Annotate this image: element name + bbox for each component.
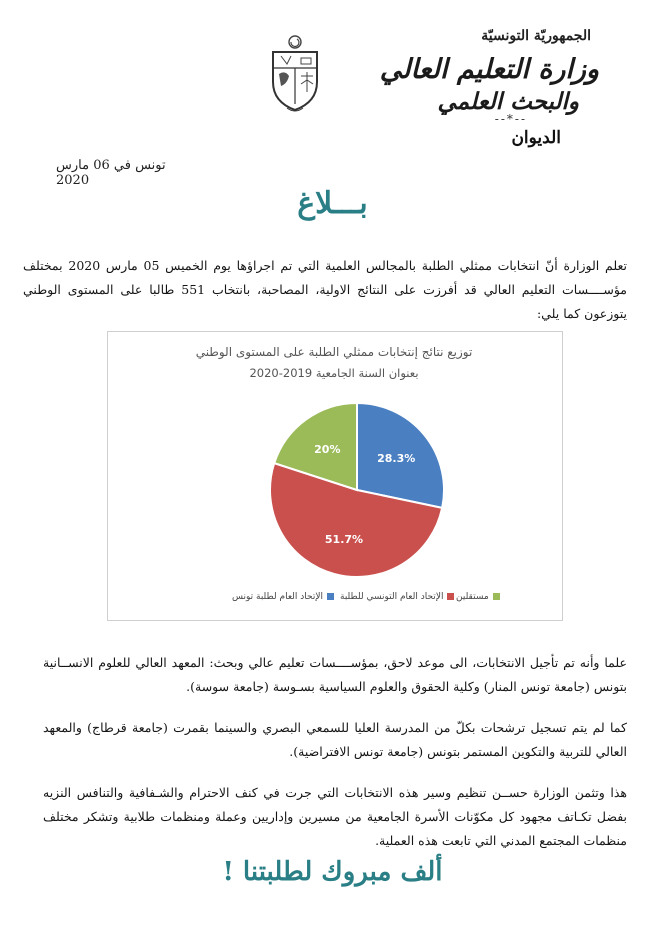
legend-swatch (493, 593, 500, 600)
legend-item-ugtt (232, 592, 334, 602)
pie-chart (262, 395, 452, 585)
legend-swatch (447, 593, 454, 600)
communique-title: بـــلاغ (297, 186, 368, 221)
pie-data-label: 20% (314, 443, 341, 457)
chart-subtitle: بعنوان السنة الجامعية 2019-2020 (249, 366, 419, 380)
legend-label: الإتحاد العام التونسي للطلبة (340, 592, 444, 602)
republic-name: الجمهوريّة التونسيّة (481, 28, 591, 44)
legend-item-ugte (340, 592, 454, 602)
chart-legend (107, 592, 561, 608)
cabinet-label: الديوان (511, 128, 561, 148)
ministry-name-line2: والبحث العلمي (437, 88, 579, 115)
legend-label: الإتحاد العام لطلبة تونس (232, 592, 323, 602)
chart-title: توزيع نتائج إنتخابات ممثلي الطلبة على المستوى الوطني (195, 345, 473, 359)
paragraph-no-candidates: كما لم يتم تسجيل ترشحات بكلّ من المدرسة العليا للسمعي البصري والسينما بقمرت (جامعة قرطاج) والمعهد العالي للتربية والتكوين المستمر بتونس (جامعة تونس الافتراضية). (43, 720, 627, 759)
legend-swatch (327, 593, 334, 600)
intro-paragraph: تعلم الوزارة أنّ انتخابات ممثلي الطلبة بالمجالس العلمية التي تم اجراؤها يوم الخميس 05 مارس 2020 بمختلف مؤســــسات التعليم العالي قد أفرزت على النتائج الاولية، المصاحبة، بانتخاب 551 طالبا على المستوى الوطني يتوزعون كما يلي: (23, 258, 628, 321)
coat-of-arms-icon (267, 34, 323, 114)
pie-data-label: 28.3% (377, 452, 416, 466)
pie-data-label: 51.7% (324, 532, 364, 546)
document-date: تونس في 06 مارس 2020 (56, 158, 166, 188)
closing-message: ألف مبروك لطلبتنا ! (222, 857, 443, 887)
ministry-separator: --*-- (494, 112, 527, 126)
ministry-name-line1: وزارة التعليم العالي (379, 54, 599, 85)
legend-item-independents (456, 592, 500, 602)
paragraph-thanks: هذا وتثمن الوزارة حســن تنظيم وسير هذه الانتخابات التي جرت في كنف الاحترام والشـفافية والتنافس النزيه بفضل تكـاتف مجهود كل مكوّنات الأسرة الجامعية من مسيرين وإداريين وعملة ومنظمات طلابية وتشكر مختلف منظمات المجتمع المدني التي تابعت هذه العملية. (43, 785, 627, 848)
paragraph-postponement: علما وأنه تم تأجيل الانتخابات، الى موعد لاحق، بمؤســــسات تعليم عالي وبحث: المعهد العالي للعلوم الانســانية بتونس (جامعة تونس المنار) وكلية الحقوق والعلوم السياسية بسـوسة (جامعة سوسة). (43, 655, 627, 694)
legend-label: مستقلين (456, 592, 489, 602)
